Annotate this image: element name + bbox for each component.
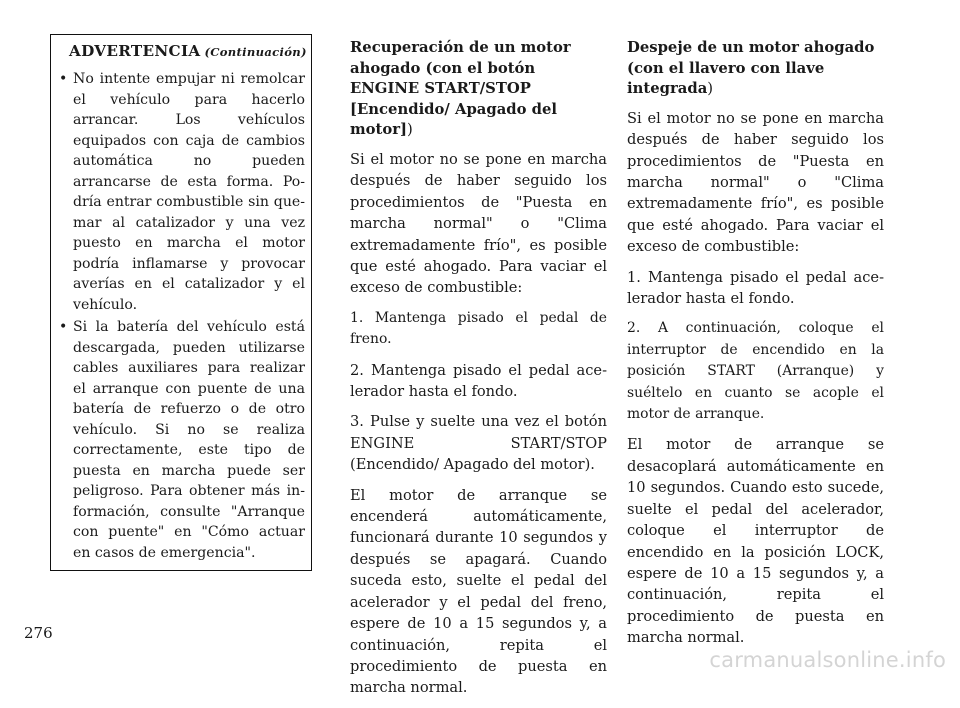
engine-button-step-1: 1. Mantenga pisado el pedal de freno. xyxy=(350,309,607,348)
engine-button-title-suffix: ) xyxy=(407,121,413,139)
watermark-text: carmanualsonline.info xyxy=(709,648,946,672)
page-number: 276 xyxy=(24,624,53,642)
engine-button-section xyxy=(350,38,607,708)
warning-list xyxy=(57,69,305,563)
engine-button-section-title xyxy=(350,38,607,141)
key-fob-title-suffix: ) xyxy=(707,80,714,98)
engine-button-intro: Si el motor no se pone en marcha después de haber seguido los procedimientos de "Puesta en marcha normal" o "Clima extremadamente frío", es posible que esté ahogado. Para vaciar el exceso de combustible: xyxy=(350,150,607,297)
key-fob-section xyxy=(627,38,884,658)
engine-button-closing: El motor de arranque se encenderá automáticamente, funcionará durante 10 segundos y después se apagará. Cuando suceda esto, suelte el pedal del acelerador y el pedal del freno, espere de 10 a 15 segundos y, a continuación, repita el procedimiento de puesta en marcha normal. xyxy=(350,486,607,697)
key-fob-step-1: 1. Mantenga pisado el pedal acelerador hasta el fondo. xyxy=(627,268,884,308)
warning-title: ADVERTENCIA xyxy=(69,42,201,60)
warning-continuation: (Continuación) xyxy=(204,45,307,59)
key-fob-title-text: Despeje de un motor ahogado (con el llavero con llave integrada xyxy=(627,39,875,98)
warning-item-jump-start: • Si la batería del vehículo está descargada, pueden utilizarse cables auxiliares para realizar el arranque con puente de una batería de refuerzo o de otro vehículo. Si no se realiza correctamente, este tipo de puesta en marcha puede ser peligroso. Para obtener más información, consulte "Arranque con puente" en "Cómo actuar en casos de emergencia". xyxy=(57,317,305,563)
warning-column xyxy=(50,34,312,571)
engine-button-title-text: Recuperación de un motor ahogado (con el botón ENGINE START/STOP [Encendido/ Apagado del motor] xyxy=(350,39,571,139)
engine-button-step-3: 3. Pulse y suelte una vez el botón ENGINE START/STOP (Encendido/ Apagado del motor). xyxy=(350,413,607,474)
warning-heading xyxy=(69,41,305,63)
key-fob-closing: El motor de arranque se desacoplará automáticamente en 10 segundos. Cuando esto sucede, suelte el pedal del acelerador, coloque el interruptor de encendido en la posición LOCK, espere de 10 a 15 segundos y, a continuación, repita el procedimiento de puesta en marcha normal. xyxy=(627,436,884,647)
warning-box xyxy=(50,34,312,571)
engine-button-step-2: 2. Mantenga pisado el pedal acelerador hasta el fondo. xyxy=(350,361,607,401)
key-fob-section-title xyxy=(627,38,884,100)
warning-item-push-start: • No intente empujar ni remolcar el vehículo para hacerlo arrancar. Los vehículos equipados con caja de cambios automática no pueden arrancarse de esta forma. Podría entrar combustible sin quemar al catalizador y una vez puesto en marcha el motor podría inflamarse y provocar averías en el catalizador y el vehículo. xyxy=(57,69,305,315)
key-fob-step-2: 2. A continuación, coloque el interruptor de encendido en la posición START (Arranque) y suéltelo en cuanto se acople el motor de arranque. xyxy=(627,320,884,423)
key-fob-intro: Si el motor no se pone en marcha después de haber seguido los procedimientos de "Puesta en marcha normal" o "Clima extremadamente frío", es posible que esté ahogado. Para vaciar el exceso de combustible: xyxy=(627,109,884,256)
